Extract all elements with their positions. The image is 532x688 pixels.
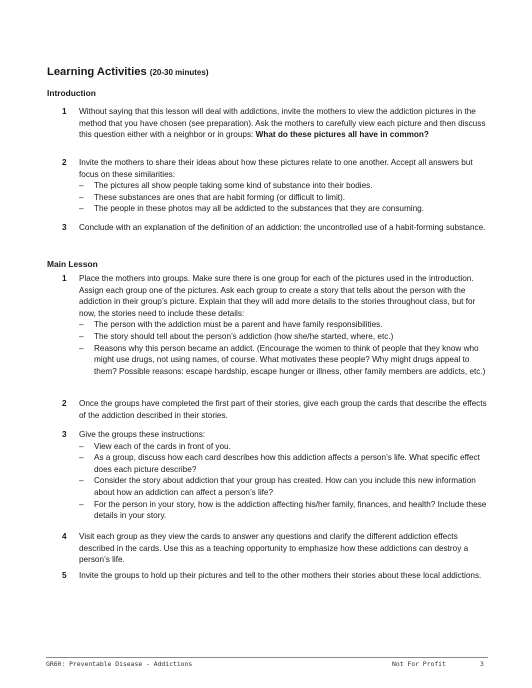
item-text: Visit each group as they view the cards to answer any questions and clarify the different addiction effects described in the cards. Use this as a teaching opportunity to emphasize how these addictions can destroy a person’s life. <box>79 532 469 565</box>
bullet-list <box>79 441 492 522</box>
footer-course-title: GR60: Preventable Disease - Addictions <box>46 660 193 668</box>
bullet-item: – As a group, discuss how each card describes how this addiction affects a person’s life. What specific effect does each picture describe? <box>79 452 492 475</box>
bullet-item: – The story should tell about the person’s addiction (how she/he started, where, etc.) <box>79 331 492 343</box>
bullet-list <box>79 319 492 377</box>
footer-page-number: 3 <box>480 660 484 668</box>
bullet-item: – View each of the cards in front of you. <box>79 441 492 453</box>
intro-item-1 <box>47 106 492 141</box>
item-number: 2 <box>62 158 67 167</box>
bullet-list <box>79 180 492 215</box>
item-number: 3 <box>62 430 67 439</box>
item-text: Invite the mothers to share their ideas about how these pictures relate to one another. Accept all answers but focus on these similarities: <box>79 158 473 179</box>
section-title-main: Learning Activities <box>47 66 147 78</box>
item-text: Conclude with an explanation of the definition of an addiction: the uncontrolled use of a habit-forming substance. <box>79 223 486 232</box>
item-text: Place the mothers into groups. Make sure there is one group for each of the pictures used in the introduction. Assign each group one of the pictures. Ask each group to create a story that tells about the person with the addiction in their group’s picture. Explain that they will add more details to the stories throughout class, but for now, the stories need to include these details: <box>79 274 476 318</box>
item-number: 5 <box>62 571 67 580</box>
footer-not-for-profit: Not For Profit <box>392 660 446 668</box>
item-text: Without saying that this lesson will deal with addictions, invite the mothers to view the addiction pictures in the method that you have chosen (see preparation). Ask the mothers to carefully view each picture and then discuss this question either with a neighbor or in groups: <box>79 107 486 140</box>
bullet-item: – The people in these photos may all be addicted to the substances that they are consuming. <box>79 203 492 215</box>
bullet-item: – For the person in your story, how is the addiction affecting his/her family, finances, and health? Include these details in your story. <box>79 499 492 522</box>
item-text: Once the groups have completed the first part of their stories, give each group the cards that describe the effects of the addiction described in their stories. <box>79 399 487 420</box>
main-item-3 <box>47 429 492 522</box>
intro-item-3 <box>47 222 492 234</box>
bullet-item: – The person with the addiction must be a parent and have family responsibilities. <box>79 319 492 331</box>
main-item-5 <box>47 570 492 582</box>
section-title <box>47 66 208 78</box>
item-question: What do these pictures all have in common? <box>255 130 429 140</box>
bullet-item: – Consider the story about addiction that your group has created. How can you include this new information about how an addiction can affect a person’s life? <box>79 475 492 498</box>
bullet-item: – The pictures all show people taking some kind of substance into their bodies. <box>79 180 492 192</box>
item-number: 1 <box>62 274 67 283</box>
item-number: 1 <box>62 107 67 116</box>
footer-divider <box>46 657 488 658</box>
intro-item-2 <box>47 157 492 215</box>
main-lesson-heading: Main Lesson <box>47 259 98 269</box>
item-number: 2 <box>62 399 67 408</box>
item-text: Invite the groups to hold up their pictures and tell to the other mothers their stories about these local addictions. <box>79 571 482 580</box>
section-title-duration: (20-30 minutes) <box>149 68 209 77</box>
bullet-item: – Reasons why this person became an addict. (Encourage the women to think of people that they know who might use drugs, not using names, of course. What motivates these people? Why might drugs appeal to them? Possible reasons: escape hardship, escape hunger or illness, other family members are addicts, etc.) <box>79 343 492 378</box>
item-number: 4 <box>62 532 67 541</box>
main-item-4 <box>47 531 492 566</box>
intro-heading: Introduction <box>47 88 96 98</box>
bullet-item: – These substances are ones that are habit forming (or difficult to limit). <box>79 192 492 204</box>
main-item-1 <box>47 273 492 377</box>
item-number: 3 <box>62 223 67 232</box>
main-item-2 <box>47 398 492 421</box>
item-text: Give the groups these instructions: <box>79 430 206 439</box>
